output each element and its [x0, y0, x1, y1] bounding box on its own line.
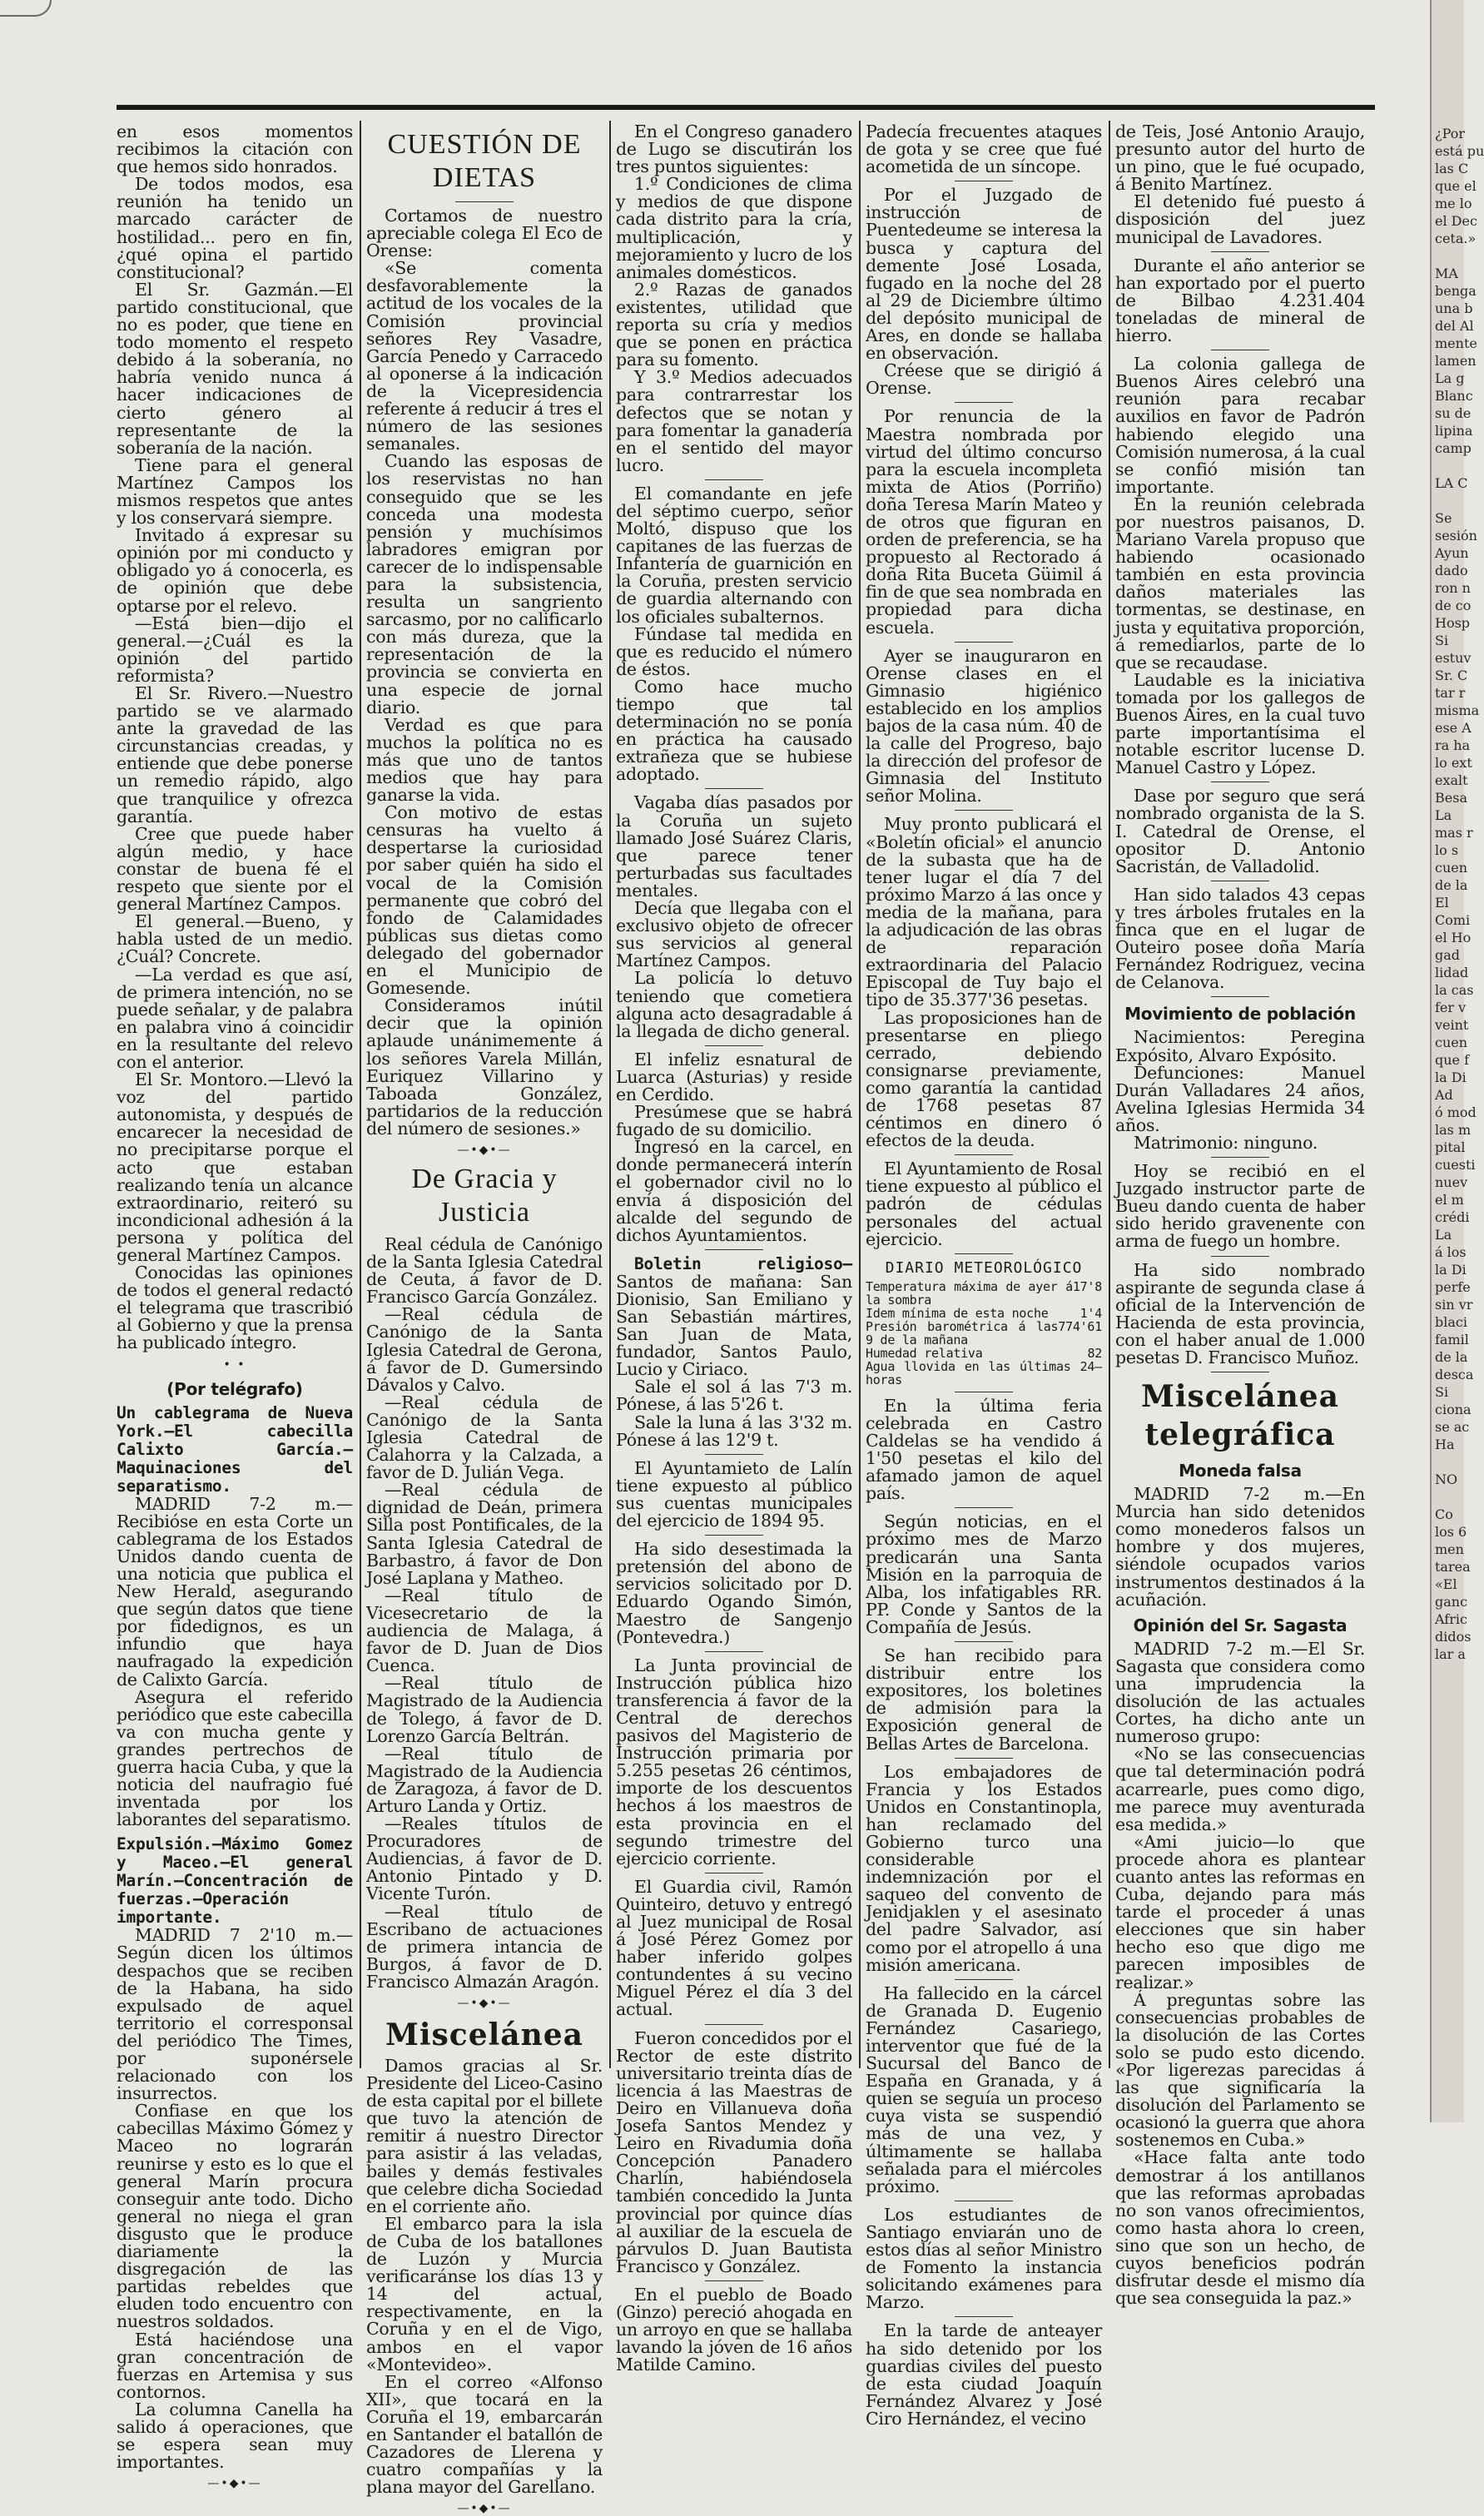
strip-line: ron n [1435, 580, 1471, 596]
paragraph: 1.º Condiciones de clima y medios de que dispone cada distrito para la cría, multiplicación, y mejoramiento y lucro de los animales domésticos. [616, 174, 852, 282]
strip-line: los 6 [1435, 1524, 1467, 1540]
paragraph: Tiene para el general Martínez Campos los mismos respetos que antes y los conservará siempre. [117, 454, 353, 529]
strip-line: de co [1435, 598, 1472, 613]
paragraph: Cortamos de nuestro apreciable colega El Eco de Orense: [366, 206, 603, 261]
dot-separator: • • [223, 1357, 246, 1372]
strip-line: que el [1435, 178, 1477, 194]
adjacent-page-strip [1430, 0, 1484, 2122]
paragraph: —Real título de Magistrado de la Audiencia de Zaragoza, á favor de D. Arturo Landa y Ortiz. [366, 1743, 603, 1816]
paragraph: Ayer se inauguraron en Orense clases en el Gimnasio higiénico establecido en los amplios bajos de la casa núm. 40 de la calle del Progreso, bajo la dirección del profesor de Gimnasia del Instituto señor Molina. [866, 645, 1102, 806]
paragraph: —Reales títulos de Procuradores de Audiencias, á favor de D. Antonio Pintado y D. Vicente Turón. [366, 1814, 603, 1904]
strip-line: de la [1435, 1349, 1468, 1365]
paragraph: Han sido talados 43 cepas y tres árboles frutales en la finca que en el lugar de Outeiro posee doña María Fernández Rodriguez, vecina de Celanova. [1115, 884, 1365, 993]
paragraph: Y 3.º Medios adecuados para contrarrestar los defectos que se notan y para fomentar la ganadería en el sentido del mayor lucro. [616, 367, 852, 475]
short-rule [955, 1253, 1013, 1254]
short-rule [705, 479, 763, 480]
strip-line: ganc [1435, 1594, 1468, 1610]
paragraph: Á preguntas sobre las consecuencias probables de la disolución de las Cortes solo se pudo esto dicendo. «Por ligerezas parecidas á las que significaría la disolución del Parlamento se ocasionó la guerra que ahora sostenemos en Cuba.» [1115, 1989, 1365, 2151]
strip-line: ciona [1435, 1402, 1472, 1417]
paragraph: —Está bien—dijo el general.—¿Cuál es la opinión del partido reformista? [117, 613, 353, 686]
ornament-separator: —•◆•— [457, 2502, 512, 2516]
paragraph: —Real título de Vicesecretario de la audiencia de Malaga, á favor de D. Juan de Dios Cuenca. [366, 1585, 603, 1676]
strip-line: Sr. C [1435, 667, 1468, 683]
strip-line: desca [1435, 1367, 1474, 1382]
paragraph: 2.º Razas de ganados existentes, utilidad que reporta su cría y medios que se ponen en práctica para su fomento. [616, 279, 852, 370]
paragraph: Dase por seguro que será nombrado organista de la S. I. Catedral de Orense, el opositor D. Antonio Sacristán, de Valladolid. [1115, 786, 1365, 876]
strip-line: sesión [1435, 528, 1477, 543]
paragraph: El Guardia civil, Ramón Quinteiro, detuvo y entregó al Juez municipal de Rosal á José Pérez Gomez por haber inferido golpes contundentes á su vecino Miguel Pérez el día 3 del actual. [616, 1876, 852, 2020]
strip-line: Besa [1435, 790, 1467, 806]
short-rule [1211, 251, 1269, 252]
column-2 [366, 123, 603, 2516]
section-subheading: Movimiento de población [1124, 1004, 1356, 1025]
strip-line: ¿Por [1435, 126, 1465, 141]
paragraph: El Ayuntamieto de Lalín tiene expuesto al público sus cuentas municipales del ejercicio de 1894 95. [616, 1457, 852, 1531]
short-rule [1211, 1256, 1269, 1257]
strip-line: el m [1435, 1192, 1464, 1208]
strip-line [1435, 247, 1463, 265]
strip-line: Afric [1435, 1611, 1467, 1627]
paragraph: en esos momentos recibimos la citación con que hemos sido honrados. [117, 122, 353, 177]
strip-line: sin vr [1435, 1297, 1473, 1313]
paragraph: En el correo «Alfonso XII», que tocará en la Coruña el 19, embarcarán en Santander el batallón de Cazadores de Llerena y cuatro compañías y la plana mayor del Garellano. [366, 2371, 603, 2498]
strip-line: á los [1435, 1244, 1467, 1260]
short-rule [955, 1154, 1013, 1155]
strip-line: misma [1435, 702, 1480, 718]
strip-line: del Al [1435, 318, 1474, 334]
strip-line: veint [1435, 1017, 1469, 1033]
meteo-label: Humedad relativa [866, 1345, 983, 1361]
paragraph: Decía que llegaba con el exclusivo objeto de ofrecer sus servicios al general Martínez Campos. [616, 898, 852, 971]
paragraph: MADRID 7-2 m.—El Sr. Sagasta que considera como una imprudencia la disolución de las actuales Cortes, ha dicho ante un numeroso grupo: [1115, 1638, 1365, 1747]
strip-line: ese A [1435, 720, 1472, 736]
paragraph: Defunciones: Manuel Durán Valladares 24 años, Avelina Iglesias Hermida 34 años. [1115, 1062, 1365, 1135]
short-rule [955, 642, 1013, 643]
meteo-row [866, 1360, 1102, 1387]
strip-line: Blanc [1435, 388, 1473, 404]
paragraph: Laudable es la iniciativa tomada por los gallegos de Buenos Aires, en la cual tuvo parte importantísima el notable escritor lucense D. Manuel Castro y López. [1115, 669, 1365, 778]
paragraph: Fueron concedidos por el Rector de este distrito universitario treinta días de licencia á las Maestras de Deiro en Villanueva doña Josefa Santos Mendez y Leiro en Rivadumia doña Concepción Panadero Charlín, habiéndosela también concedido la Junta provincial por quince días al auxiliar de la escuela de párvulos D. Juan Bautista Francisco y González. [616, 2027, 852, 2276]
paragraph: La columna Canella ha salido á operaciones, que se espera sean muy importantes. [117, 2399, 353, 2473]
strip-line: camp [1435, 440, 1472, 456]
strip-line: nuev [1435, 1174, 1468, 1190]
strip-line [1435, 1488, 1463, 1506]
strip-line: el Ho [1435, 930, 1472, 945]
paragraph: Por renuncia de la Maestra nombrada por virtud del último concurso para la escuela incompleta mixta de Atios (Porriño) doña Teresa Marín Mateo y de otros que figuran en orden de preferencia, se ha propuesto al Rectorado á doña Rita Buceta Güimil á fin de que sea nombrada en propiedad para dicha escuela. [866, 406, 1102, 638]
paragraph: El Sr. Rivero.—Nuestro partido se ve alarmado ante la gravedad de las circunstancias creadas, y entiende que debe ponerse un remedio rápido, algo que tranquilice y ofrezca garantía. [117, 683, 353, 826]
strip-line: La [1435, 807, 1452, 823]
short-rule [455, 201, 514, 202]
strip-line: ó mod [1435, 1104, 1477, 1120]
strip-line: Se [1435, 510, 1452, 526]
paragraph: Cree que puede haber algún medio, y hace constar de buena fé el respeto que siente por el general Martínez Campos. [117, 823, 353, 915]
paragraph: Los estudiantes de Santiago enviarán uno de estos días al señor Ministro de Fomento la instancia solicitando exámenes para Marzo. [866, 2204, 1102, 2313]
meteo-label: Temperatura máxima de ayer á la sombra [866, 1278, 1073, 1308]
strip-line [1435, 492, 1463, 509]
strip-line: Co [1435, 1506, 1453, 1522]
short-rule [955, 2316, 1013, 2317]
paragraph: Presúmese que se habrá fugado de su domicilio. [616, 1102, 852, 1140]
paragraph: Hoy se recibió en el Juzgado instructor parte de Bueu dando cuenta de haber sido herido gravenente con arma de fuego un hombre. [1115, 1161, 1365, 1252]
strip-line: Ayun [1435, 545, 1469, 561]
paragraph: —La verdad es que así, de primera intención, no se puede señalar, y de palabra en palabra vino á coincidir en la resultante del relevo con el anterior. [117, 964, 353, 1072]
paragraph: «No se las consecuencias que tal determinación podrá acarrearle, pues como digo, me parece muy aventurada esa medida.» [1115, 1744, 1365, 1834]
news-headline: Un cablegrama de Nueva York.—El cabecilla Calixto García.—Maquinaciones del separatismo. [117, 1402, 353, 1496]
paragraph: Según noticias, en el próximo mes de Marzo predicarán una Santa Misión en la parroquia de Alba, los infatigables RR. PP. Conde y Santos de la Compañía de Jesús. [866, 1511, 1102, 1637]
paragraph: Invitado á expresar su opinión por mi conducto y obligado yo á conocerla, es de opinión que debe optarse por el relevo. [117, 525, 353, 616]
strip-line: lar a [1435, 1646, 1466, 1662]
paragraph: Sale la luna á las 3'32 m. Pónese á las 12'9 t. [616, 1412, 852, 1450]
strip-line: Comi [1435, 912, 1471, 928]
column-divider [1109, 121, 1110, 2068]
strip-line: tarea [1435, 1559, 1471, 1575]
paragraph: El Ayuntamiento de Rosal tiene expuesto al público el padrón de cédulas personales del actual ejercicio. [866, 1159, 1102, 1249]
short-rule [1211, 1157, 1269, 1158]
column-divider [859, 121, 861, 2068]
paragraph: El comandante en jefe del séptimo cuerpo, señor Moltó, dispuso que los capitanes de las fuerzas de Infantería de guarnición en la Coruña, presten servicio de guardia alternando con los oficiales subalternos. [616, 483, 852, 627]
paragraph: Por el Juzgado de instrucción de Puentedeume se interesa la busca y captura del demente José Losada, fugado en la noche del 28 al 29 de Diciembre último del depósito municipal de Ares, en donde se hallaba en observación. [866, 185, 1102, 364]
short-rule [955, 1758, 1013, 1759]
strip-line: men [1435, 1541, 1464, 1557]
top-rule [117, 105, 1375, 110]
adjacent-page-text [1435, 125, 1484, 1663]
paragraph: Asegura el referido periódico que este cabecilla va con mucha gente y grandes pertrechos de guerra hacia Cuba, y que la noticia del naufragio fué inventada por los laborantes del separatismo. [117, 1686, 353, 1830]
paragraph: Ha fallecido en la cárcel de Granada D. Eugenio Fernández Casariego, interventor que fué de la Sucursal del Banco de España en Granada, y á quien se seguía un proceso cuya vista se suspendió más de una vez, y últimamente se hallaba señalada para el miércoles próximo. [866, 1983, 1102, 2196]
ornament-separator: —•◆•— [207, 2477, 262, 2491]
paragraph: —Real cédula de Canónigo de la Santa Iglesia Catedral de Gerona, á favor de D. Gumersindo Dávalos y Calvo. [366, 1304, 603, 1395]
paragraph: Con motivo de estas censuras ha vuelto á despertarse la curiosidad por saber quién ha sido el vocal de la Comisión permanente que cobró del fondo de Calamidades públicas sus dietas como delegado del gobernador en el Municipio de Gomesende. [366, 802, 603, 999]
paragraph: Nacimientos: Peregina Expósito, Alvaro Expósito. [1115, 1027, 1365, 1065]
paragraph: El Sr. Montoro.—Llevó la voz del partido autonomista, y después de encarecer la necesidad de no precipitarse porque el acto que estaban realizando tenía un alcance extraordinario, reiteró su incondicional adhesión á la persona y política del general Martínez Campos. [117, 1069, 353, 1265]
column-divider [360, 121, 361, 2068]
paragraph: Durante el año anterior se han exportado por el puerto de Bilbao 4.231.404 toneladas de mineral de hierro. [1115, 255, 1365, 346]
strip-line [1435, 457, 1463, 474]
paragraph: «Se comenta desfavorablemente la actitud de los vocales de la Comisión provincial señores Rey Vasadre, García Penedo y Carracedo al oponerse á la indicación de la Vicepresidencia referente á reducir á tres el número de las sesiones semanales. [366, 258, 603, 454]
paragraph: «Hace falta ante todo demostrar á los antillanos que las reformas aprobadas no son vanos ofrecimientos, como hasta ahora lo creen, sino que son un hecho, de cuyos beneficios podrán disfrutar desde el mismo día que sea conseguida la paz.» [1115, 2147, 1365, 2309]
page-corner-fold [0, 0, 52, 17]
paragraph: Vagaba días pasados por la Coruña un sujeto llamado José Suárez Claris, que parece tener perturbadas sus facultades mentales. [616, 792, 852, 901]
strip-line: La [1435, 1227, 1452, 1243]
paragraph: El Sr. Gazmán.—El partido constitucional, que no es poder, que tiene en todo momento el respeto debido á la soberanía, no habría venido nunca á hacer indicaciones de cierto género al representante de la soberanía de la nación. [117, 279, 353, 458]
meteo-row [866, 1347, 1102, 1360]
meteo-value: 774'61 [1058, 1318, 1102, 1334]
strip-line: lamen [1435, 353, 1477, 369]
strip-line: famil [1435, 1332, 1469, 1347]
column-4 [866, 122, 1102, 2429]
short-rule [955, 810, 1013, 811]
paragraph: En la última feria celebrada en Castro Caldelas se ha vendido á 1'50 pesetas el kilo del afamado jamon de aquel país. [866, 1395, 1102, 1504]
paragraph: De todos modos, esa reunión ha tenido un marcado carácter de hostilidad... pero en fin, ¿qué opina el partido constitucional? [117, 174, 353, 282]
news-headline: Expulsión.—Máximo Gomez y Maceo.—El general Marín.—Concentración de fuerzas.—Operación importante. [117, 1834, 353, 1928]
meteo-value: 1'4 [1079, 1305, 1102, 1321]
strip-line: cuen [1435, 1035, 1468, 1050]
meteo-value: 17'8 [1072, 1278, 1102, 1294]
paragraph: En la tarde de anteayer ha sido detenido por los guardias civiles del puesto de esta ciudad Joaquín Fernández Alvarez y José Ciro Hernández, el vecino [866, 2320, 1102, 2429]
column-3 [616, 122, 852, 2375]
paragraph: Verdad es que para muchos la política no es más que uno de tantos medios que hay para ganarse la vida. [366, 714, 603, 806]
meteo-table [866, 1280, 1102, 1387]
paragraph: El infeliz esnatural de Luarca (Asturias) y reside en Cerdido. [616, 1049, 852, 1104]
strip-line [1435, 1453, 1463, 1471]
strip-line: Si [1435, 633, 1449, 648]
boletin-heading: Boletin religioso— [634, 1253, 852, 1273]
section-subheading: Opinión del Sr. Sagasta [1133, 1615, 1348, 1635]
strip-line: la cas [1435, 982, 1474, 998]
paragraph: Está haciéndose una gran concentración de fuerzas en Artemisa y sus contornos. [117, 2329, 353, 2402]
paragraph: El detenido fué puesto á disposición del juez municipal de Lavadores. [1115, 191, 1365, 247]
strip-line: ceta.» [1435, 231, 1477, 246]
strip-line: las m [1435, 1122, 1472, 1138]
paragraph: MADRID 7-2 m.—En Murcia han sido detenidos como monederos falsos un hombre y dos mujeres, siéndole ocupados varios instrumentos destinados á la acuñación. [1115, 1484, 1365, 1610]
strip-line: dado [1435, 563, 1468, 578]
paragraph: MADRID 7-2 m.—Recibióse en esta Corte un cablegrama de los Estados Unidos dando cuenta de una noticia que publica el New Herald, asegurando que según datos que tiene por fidedignos, es un infundio que haya naufragado la expedición de Calixto García. [117, 1493, 353, 1690]
paragraph: El embarco para la isla de Cuba de los batallones de Luzón y Murcia verificaránse los días 13 y 14 del actual, respectivamente, en la Coruña y en el de Vigo, ambos en el vapor «Montevideo». [366, 2213, 603, 2375]
paragraph: Padecía frecuentes ataques de gota y se cree que fué acometida de un síncope. [866, 122, 1102, 177]
short-rule [955, 1641, 1013, 1642]
paragraph: Confiase en que los cabecillas Máximo Gómez y Maceo no lograrán reunirse y esto es lo que el general Marín procura conseguir ante todo. Dicho general no niega el gran disgusto que le produce diariamente la disgregación de las partidas rebeldes que eluden todo encuentro con nuestros soldados. [117, 2101, 353, 2332]
meteo-label: Idem mínima de esta noche [866, 1305, 1049, 1321]
paragraph: En el pueblo de Boado (Ginzo) pereció ahogada en un arroyo en que se hallaba lavando la jóven de 16 años Matilde Camino. [616, 2284, 852, 2375]
paragraph: —Real cédula de Canónigo de la Santa Iglesia Catedral de Calahorra y la Calzada, a favor de D. Julián Vega. [366, 1392, 603, 1483]
strip-line: Si [1435, 1384, 1449, 1400]
strip-line: cuen [1435, 860, 1468, 876]
meteo-value: 82 [1087, 1345, 1102, 1361]
short-rule [1211, 996, 1269, 997]
short-rule [705, 1454, 763, 1455]
paragraph: Real cédula de Canónigo de la Santa Iglesia Catedral de Ceuta, á favor de D. Francisco García González. [366, 1233, 603, 1308]
paragraph: Los embajadores de Francia y los Estados Unidos en Constantinopla, han reclamado del Gobierno turco una considerable indemnización por el saqueo del convento de Jenidjaklen y el asesinato del padre Salvador, así como por el atropello á una misión americana. [866, 1761, 1102, 1975]
strip-line: su de [1435, 405, 1472, 421]
strip-line: estuv [1435, 650, 1472, 666]
ornament-separator: —•◆•— [457, 1143, 512, 1157]
paragraph: Matrimonio: ninguno. [1134, 1132, 1318, 1153]
short-rule [955, 1979, 1013, 1980]
short-rule [705, 788, 763, 789]
strip-line: «El [1435, 1576, 1457, 1592]
paragraph: El general.—Bueno, y habla usted de un medio. ¿Cuál? Concrete. [117, 911, 353, 967]
paragraph: Se han recibido para distribuir entre los expositores, los boletines de admisión para la Exposición general de Bellas Artes de Barcelona. [866, 1645, 1102, 1754]
strip-line: Ad [1435, 1087, 1453, 1103]
strip-line: de la [1435, 877, 1468, 893]
strip-line: lo ext [1435, 755, 1472, 771]
paragraph: Las proposiciones han de presentarse en pliego cerrado, debiendo consignarse previamente, como garantía la cantidad de 1768 pesetas 87 céntimos en dinero ó efectos de la deuda. [866, 1007, 1102, 1151]
section-title: Miscelánea [385, 2017, 584, 2052]
strip-line: exalt [1435, 772, 1468, 788]
paragraph [616, 1255, 852, 1379]
strip-line: La g [1435, 370, 1465, 386]
paragraph: —Real título de Escribano de actuaciones de primera intancia de Burgos, á favor de D. Francisco Almazán Aragón. [366, 1901, 603, 1992]
paragraph: Créese que se dirigió á Orense. [866, 360, 1102, 399]
meteo-row [866, 1320, 1102, 1347]
paragraph: Cuando las esposas de los reservistas no han conseguido que se les conceda una modesta pensión y muchísimos labradores emigran por carecer de lo indispensable para la subsistencia, resulta un sangriento sarcasmo, por no calificarlo con más dureza, que la representación de la provincia se convierta en una especie de jornal diario. [366, 451, 603, 717]
strip-line: una b [1435, 300, 1473, 316]
section-title: De Gracia y Justicia [411, 1163, 558, 1228]
section-subheading: Moneda falsa [1179, 1461, 1302, 1481]
paragraph: En la reunión celebrada por nuestros paisanos, D. Mariano Varela propuso que habiendo ocasionado también en esta provincia daños materiales las tormentas, se destinase, en justa y equitativa proporción, á remediarlos, parte de lo que se recaudase. [1115, 494, 1365, 672]
short-rule [955, 402, 1013, 403]
paragraph: Consideramos inútil decir que la opinión aplaude unánimemente á los señores Varela Millán, Euriquez Villarino y Taboada González, partidarios de la reducción del número de sesiones.» [366, 995, 603, 1139]
short-rule [705, 1249, 763, 1250]
strip-line: didos [1435, 1629, 1472, 1645]
strip-line: mas r [1435, 825, 1473, 841]
column-divider [609, 121, 611, 2068]
strip-line: El [1435, 895, 1449, 911]
meteo-row [866, 1307, 1102, 1320]
short-rule [705, 1651, 763, 1652]
paragraph: En el Congreso ganadero de Lugo se discutirán los tres puntos siguientes: [616, 122, 852, 177]
paragraph: MADRID 7 2'10 m.—Según dicen los últimos despachos que se reciben de la Habana, ha sido expulsado de aquel territorio el corresponsal del periódico The Times, por suponérsele relacionado con los insurrectos. [117, 1925, 353, 2104]
meteo-heading: DIARIO METEOROLÓGICO [885, 1258, 1083, 1277]
section-subheading: (Por telégrafo) [166, 1378, 303, 1399]
strip-line: lidad [1435, 965, 1469, 980]
paragraph: Fúndase tal medida en que es reducido el número de éstos. [616, 623, 852, 679]
section-title: CUESTIÓN DE DIETAS [387, 129, 582, 193]
strip-line: Ha [1435, 1437, 1455, 1452]
short-rule [705, 1535, 763, 1536]
strip-line: Hosp [1435, 615, 1471, 631]
paragraph: Conocidas las opiniones de todos el general redactó el telegrama que trascribió al Gobierno y que la prensa ha publicado íntegro. [117, 1263, 353, 1353]
strip-line: cuesti [1435, 1157, 1476, 1173]
strip-line: LA C [1435, 475, 1468, 491]
strip-line: la Di [1435, 1069, 1467, 1085]
paragraph: Ha sido nombrado aspirante de segunda clase á oficial de la Intervención de Hacienda de esta provincia, con el haber anual de 1.000 pesetas D. Francisco Muñoz. [1115, 1259, 1365, 1367]
ornament-separator: —•◆•— [457, 1997, 512, 2010]
paragraph: de Teis, José Antonio Araujo, presunto autor del hurto de un pino, que le fué ocupado, á Benito Martínez. [1115, 122, 1365, 195]
short-rule [705, 1045, 763, 1046]
strip-line: la Di [1435, 1262, 1467, 1278]
short-rule [705, 2024, 763, 2025]
paragraph: Sale el sol á las 7'3 m. Pónese, á las 5'26 t. [616, 1377, 852, 1415]
strip-line: el Dec [1435, 213, 1477, 229]
short-rule [705, 2280, 763, 2281]
paragraph: Como hace mucho tiempo que tal determinación no se ponía en práctica ha causado extrañeza que se hubiese adoptado. [616, 676, 852, 785]
strip-line: benga [1435, 283, 1477, 299]
column-1 [117, 122, 353, 2491]
strip-line: fer v [1435, 1000, 1467, 1015]
strip-line: las C [1435, 161, 1469, 176]
strip-line: NO [1435, 1471, 1458, 1487]
strip-line: se ac [1435, 1419, 1470, 1435]
strip-line: pital [1435, 1139, 1466, 1155]
strip-line: blaci [1435, 1314, 1467, 1330]
paragraph: «Ami juicio—lo que procede ahora es plantear cuanto antes las reformas en Cuba, dejando para más tarde el proceder á unas elecciones que sin haber hecho eso que digo me parecen imposibles de realizar.» [1115, 1831, 1365, 1992]
column-5 [1115, 122, 1365, 2309]
paragraph: —Real título de Magistrado de la Audiencia de Tolego, á favor de D. Lorenzo García Beltrán. [366, 1673, 603, 1746]
strip-line: está pu [1435, 143, 1484, 159]
meteo-row [866, 1280, 1102, 1307]
paragraph: Ingresó en la carcel, en donde permanecerá interín el gobernador civil no lo envía á disposición del alcalde del segundo de dichos Ayuntamientos. [616, 1137, 852, 1245]
strip-line: que f [1435, 1052, 1470, 1068]
strip-line: tar r [1435, 685, 1466, 701]
short-rule [955, 1507, 1013, 1508]
strip-line: lo s [1435, 842, 1459, 858]
boletin-text: Santos de mañana: San Dionisio, San Emiliano y San Sebastián mártires, San Juan de Mata, fundador, Santos Paulo, Lucio y Ciriaco. [616, 1271, 852, 1380]
strip-line: gad [1435, 947, 1461, 963]
meteo-label: Presión barométrica á las 9 de la mañana [866, 1318, 1059, 1347]
section-title: Miscelánea telegráfica [1140, 1379, 1340, 1453]
paragraph: —Real cédula de dignidad de Deán, primera Silla post Pontificales, de la Santa Iglesia Catedral de Barbastro, á favor de Don José Laplana y Matheo. [366, 1480, 603, 1588]
strip-line: me lo [1435, 196, 1472, 211]
paragraph: La policía lo detuvo teniendo que cometiera alguna acto desagradable á la llegada de dicho general. [616, 968, 852, 1041]
strip-line: ra ha [1435, 737, 1471, 753]
strip-line: crédi [1435, 1209, 1470, 1225]
strip-line: MA [1435, 265, 1458, 281]
strip-line: perfe [1435, 1279, 1471, 1295]
meteo-label: Agua llovida en las últimas 24 horas [866, 1358, 1095, 1387]
strip-line: mente [1435, 335, 1477, 351]
paragraph: Ha sido desestimada la pretensión del abono de servicios solicitado por D. Eduardo Ogando Simón, Maestro de Sangenjo (Pontevedra.) [616, 1539, 852, 1647]
paragraph: Muy pronto publicará el «Boletín oficial» el anuncio de la subasta que ha de tener lugar el día 7 del próximo Marzo á las once y media de la mañana, para la adjudicación de las obras de reparación extraordinaria del Palacio Episcopal de Tuy bajo el tipo de 35.377'36 pesetas. [866, 814, 1102, 1010]
meteo-value: — [1094, 1358, 1102, 1374]
strip-line: lipina [1435, 423, 1473, 439]
paragraph: Damos gracias al Sr. Presidente del Liceo-Casino de esta capital por el billete que tuvo la atención de remitir á nuestro Director para asistir á las veladas, bailes y demás festivales que celebre dicha Sociedad en el corriente año. [366, 2056, 603, 2216]
paragraph: La Junta provincial de Instrucción pública hizo transferencia á favor de la Central de derechos pasivos del Magisterio de Instrucción primaria por 5.255 pesetas 26 céntimos, importe de los descuentos hechos á los maestros de esta provincia en el segundo trimestre del ejercicio corriente. [616, 1655, 852, 1868]
paragraph: La colonia gallega de Buenos Aires celebró una reunión para recabar auxilios en favor de Padrón habiendo elegido una Comisión numerosa, á la cual se confió misión tan importante. [1115, 354, 1365, 497]
